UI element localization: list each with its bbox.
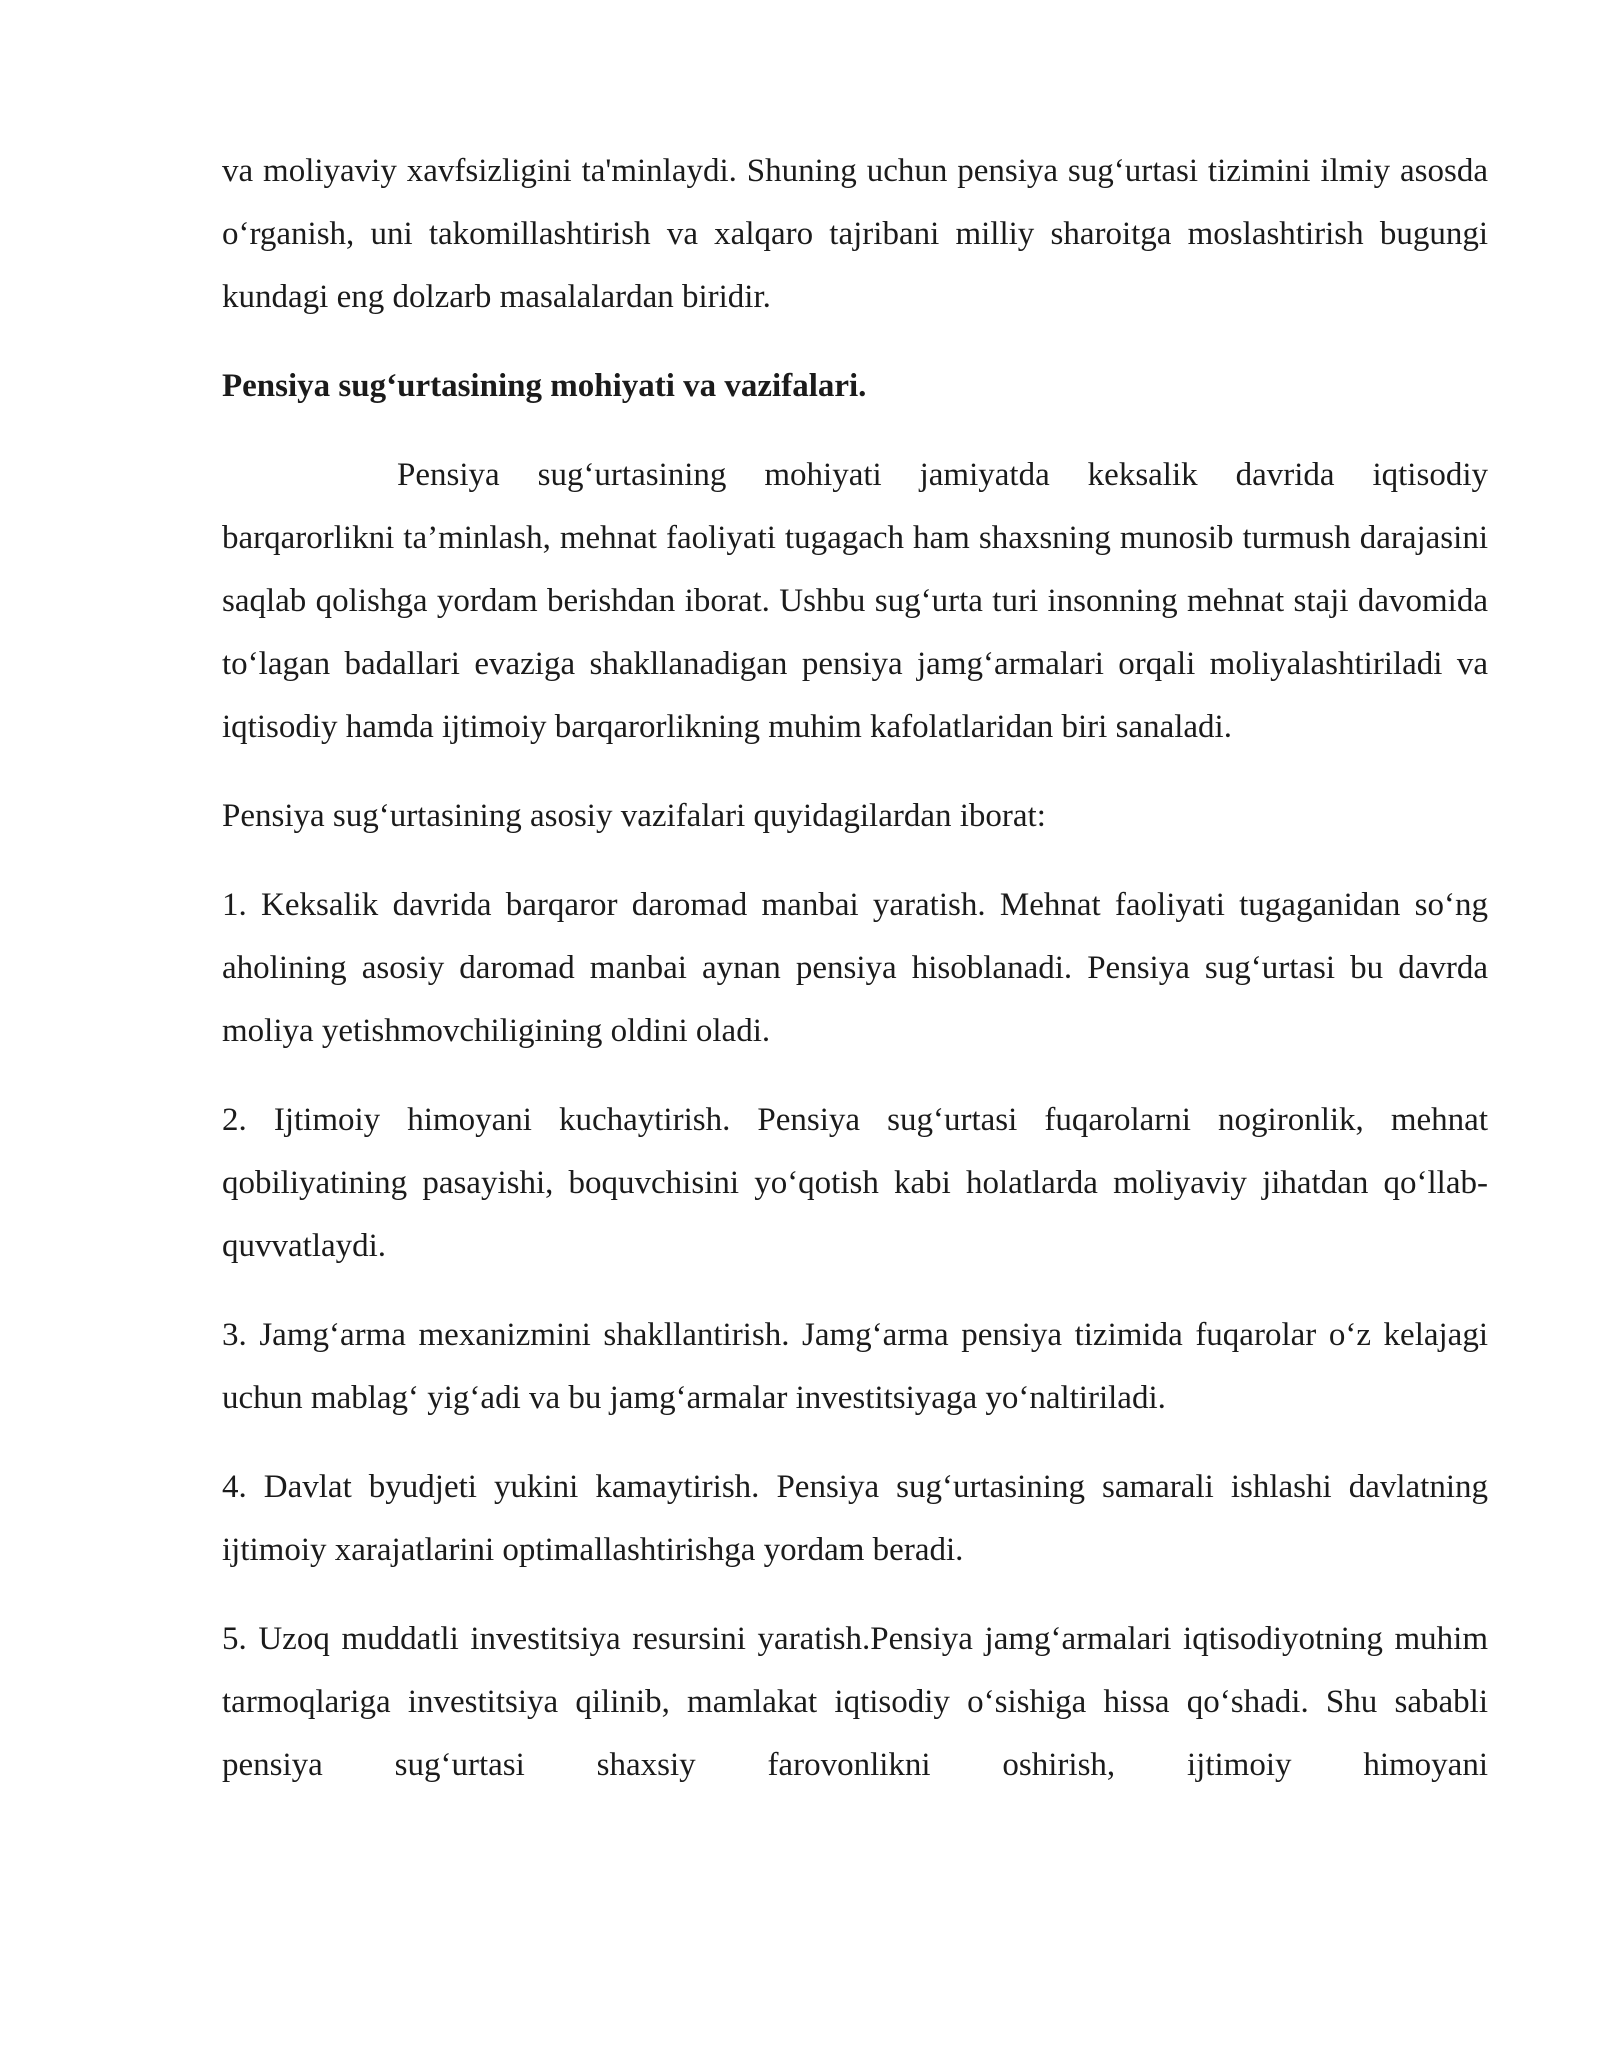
- page-body: [222, 140, 1488, 1823]
- list-item-2: 2. Ijtimoiy himoyani kuchaytirish. Pensiya sug‘urtasi fuqarolarni nogironlik, mehnat qobiliyatining pasayishi, boquvchisini yo‘qotish kabi holatlarda moliyaviy jihatdan qo‘llab-quvvatlaydi.: [222, 1102, 1488, 1264]
- paragraph-essence: Pensiya sug‘urtasining mohiyati jamiyatda keksalik davrida iqtisodiy barqarorlikni ta’minlash, mehnat faoliyati tugagach ham shaxsning munosib turmush darajasini saqlab qolishga yordam berishdan iborat. Ushbu sug‘urta turi insonning mehnat staji davomida to‘lagan badallari evaziga shakllanadigan pensiya jamg‘armalari orqali moliyalashtiriladi va iqtisodiy hamda ijtimoiy barqarorlikning muhim kafolatlaridan biri sanaladi.: [222, 457, 1488, 745]
- list-item-1: 1. Keksalik davrida barqaror daromad manbai yaratish. Mehnat faoliyati tugaganidan so‘ng aholining asosiy daromad manbai aynan pensiya hisoblanadi. Pensiya sug‘urtasi bu davrda moliya yetishmovchiligining oldini oladi.: [222, 887, 1488, 1049]
- list-item-5: 5. Uzoq muddatli investitsiya resursini yaratish.Pensiya jamg‘armalari iqtisodiyotning muhim tarmoqlariga investitsiya qilinib, mamlakat iqtisodiy o‘sishiga hissa qo‘shadi. Shu sababli pensiya sug‘urtasi shaxsiy farovonlikni oshirish, ijtimoiy himoyani: [222, 1621, 1488, 1783]
- paragraph-intro-continuation: va moliyaviy xavfsizligini ta'minlaydi. Shuning uchun pensiya sug‘urtasi tizimini ilmiy asosda o‘rganish, uni takomillashtirish va xalqaro tajribani milliy sharoitga moslashtirish bugungi kundagi eng dolzarb masalalardan biridir.: [222, 153, 1488, 315]
- paragraph-functions-intro: Pensiya sug‘urtasining asosiy vazifalari quyidagilardan iborat:: [222, 798, 1046, 834]
- section-heading: Pensiya sug‘urtasining mohiyati va vazifalari.: [222, 368, 867, 404]
- list-item-4: 4. Davlat byudjeti yukini kamaytirish. Pensiya sug‘urtasining samarali ishlashi davlatning ijtimoiy xarajatlarini optimallashtirishga yordam beradi.: [222, 1469, 1488, 1568]
- list-item-3: 3. Jamg‘arma mexanizmini shakllantirish. Jamg‘arma pensiya tizimida fuqarolar o‘z kelajagi uchun mablag‘ yig‘adi va bu jamg‘armalar investitsiyaga yo‘naltiriladi.: [222, 1317, 1488, 1416]
